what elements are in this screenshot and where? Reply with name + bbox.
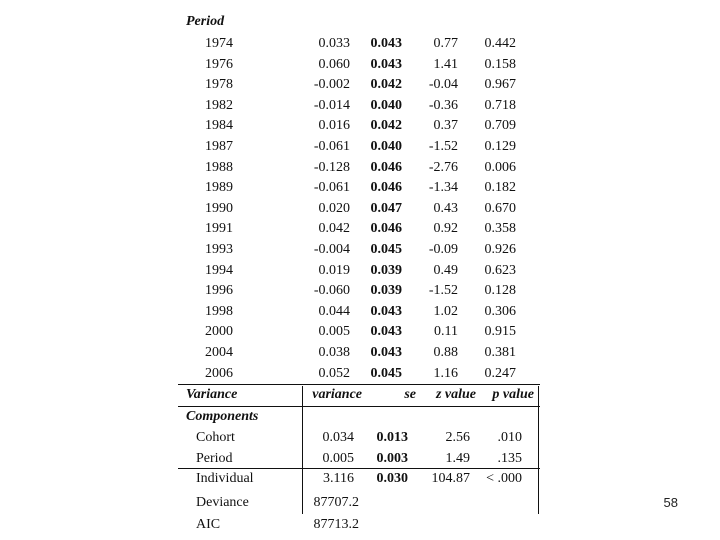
z-value-cell: 2.56 <box>445 430 470 446</box>
z-value-cell: 0.43 <box>433 200 458 216</box>
se-cell: 0.039 <box>370 283 402 299</box>
estimate-cell: 0.020 <box>318 200 350 216</box>
table-divider <box>178 384 540 385</box>
year-cell: 1984 <box>205 118 233 134</box>
estimate-cell: 0.060 <box>318 56 350 72</box>
table-row <box>178 343 540 364</box>
p-value-header: p value <box>492 387 534 403</box>
se-cell: 0.040 <box>370 97 402 113</box>
table-row <box>178 178 540 199</box>
table-row <box>178 240 540 261</box>
z-value-cell: -1.52 <box>428 283 458 299</box>
estimate-cell: -0.061 <box>313 138 350 154</box>
estimate-cell: 0.005 <box>318 324 350 340</box>
fit-statistic-label: Deviance <box>196 494 249 510</box>
fit-statistic-value: 87713.2 <box>313 516 359 532</box>
se-cell: 0.040 <box>370 138 402 154</box>
se-header: se <box>404 387 416 403</box>
se-cell: 0.046 <box>370 180 402 196</box>
p-value-cell: 0.381 <box>484 344 516 360</box>
se-cell: 0.013 <box>376 430 408 446</box>
z-value-cell: 0.92 <box>433 221 458 237</box>
z-value-cell: -1.34 <box>428 180 458 196</box>
p-value-cell: .135 <box>497 450 522 466</box>
se-cell: 0.043 <box>370 36 402 51</box>
table-inner-border <box>302 386 303 514</box>
se-cell: 0.039 <box>370 262 402 278</box>
year-cell: 1976 <box>205 56 233 72</box>
se-cell: 0.030 <box>376 471 408 487</box>
component-cell: Cohort <box>196 430 235 446</box>
variance-cell: 3.116 <box>323 471 354 487</box>
year-cell: 1982 <box>205 97 233 113</box>
table-row <box>178 322 540 343</box>
page-number: 58 <box>663 495 678 510</box>
period-section-header: Period <box>186 14 225 29</box>
se-cell: 0.046 <box>370 159 402 175</box>
se-cell: 0.045 <box>370 365 402 381</box>
estimate-cell: -0.061 <box>313 180 350 196</box>
z-value-cell: -2.76 <box>428 159 458 175</box>
estimate-cell: -0.002 <box>313 77 350 93</box>
z-value-cell: 0.88 <box>433 344 458 360</box>
table-row <box>178 75 540 96</box>
p-value-cell: 0.128 <box>484 283 516 299</box>
p-value-cell: 0.129 <box>484 138 516 154</box>
table-row <box>178 137 540 158</box>
table-row <box>178 219 540 240</box>
p-value-cell: 0.247 <box>484 365 516 381</box>
year-cell: 1993 <box>205 241 233 257</box>
p-value-cell: 0.358 <box>484 221 516 237</box>
z-value-cell: 0.77 <box>433 36 458 51</box>
p-value-cell: .010 <box>497 430 522 446</box>
table-row <box>178 116 540 137</box>
se-cell: 0.043 <box>370 56 402 72</box>
year-cell: 1991 <box>205 221 233 237</box>
fit-rows <box>178 490 540 536</box>
p-value-cell: 0.718 <box>484 97 516 113</box>
estimate-cell: 0.052 <box>318 365 350 381</box>
estimate-cell: -0.060 <box>313 283 350 299</box>
year-cell: 1974 <box>205 36 233 51</box>
se-cell: 0.042 <box>370 77 402 93</box>
z-value-cell: 1.16 <box>433 365 458 381</box>
variance-components-header: Variance Components <box>186 387 259 425</box>
table-row <box>178 96 540 117</box>
component-cell: Individual <box>196 471 254 487</box>
p-value-cell: 0.623 <box>484 262 516 278</box>
year-cell: 2004 <box>205 344 233 360</box>
table-row <box>178 302 540 323</box>
se-cell: 0.042 <box>370 118 402 134</box>
year-cell: 2006 <box>205 365 233 381</box>
p-value-cell: 0.442 <box>484 36 516 51</box>
estimate-cell: 0.019 <box>318 262 350 278</box>
table-row <box>178 364 540 385</box>
year-cell: 1996 <box>205 283 233 299</box>
p-value-cell: 0.306 <box>484 303 516 319</box>
estimate-cell: -0.014 <box>313 97 350 113</box>
table-row <box>178 261 540 282</box>
p-value-cell: 0.926 <box>484 241 516 257</box>
fit-divider <box>178 468 540 469</box>
estimate-cell: 0.044 <box>318 303 350 319</box>
table-row <box>178 55 540 76</box>
z-value-cell: 1.49 <box>445 450 470 466</box>
se-cell: 0.043 <box>370 344 402 360</box>
z-value-cell: -1.52 <box>428 138 458 154</box>
z-value-cell: 104.87 <box>431 471 470 487</box>
table-row <box>178 514 540 536</box>
z-value-cell: -0.04 <box>428 77 458 93</box>
p-value-cell: 0.158 <box>484 56 516 72</box>
variance-header: variance <box>312 387 362 403</box>
year-cell: 1990 <box>205 200 233 216</box>
table-row <box>178 449 540 470</box>
table-row <box>178 428 540 449</box>
results-table <box>178 10 540 536</box>
se-cell: 0.046 <box>370 221 402 237</box>
table-row <box>178 281 540 302</box>
component-cell: Period <box>196 450 233 466</box>
year-cell: 1998 <box>205 303 233 319</box>
z-value-header: z value <box>435 387 476 403</box>
p-value-cell: < .000 <box>486 471 522 487</box>
p-value-cell: 0.182 <box>484 180 516 196</box>
se-cell: 0.045 <box>370 241 402 257</box>
z-value-cell: 0.11 <box>434 324 458 340</box>
estimate-cell: 0.033 <box>318 36 350 51</box>
p-value-cell: 0.006 <box>484 159 516 175</box>
se-cell: 0.043 <box>370 324 402 340</box>
table-row <box>178 199 540 220</box>
period-rows <box>178 34 540 384</box>
z-value-cell: -0.09 <box>428 241 458 257</box>
table-row <box>178 469 540 490</box>
z-value-cell: 1.41 <box>433 56 458 72</box>
z-value-cell: -0.36 <box>428 97 458 113</box>
variance-components-header-row <box>178 384 540 425</box>
se-cell: 0.047 <box>370 200 402 216</box>
year-cell: 1989 <box>205 180 233 196</box>
table-right-border <box>538 386 539 514</box>
p-value-cell: 0.915 <box>484 324 516 340</box>
year-cell: 1994 <box>205 262 233 278</box>
p-value-cell: 0.670 <box>484 200 516 216</box>
estimate-cell: -0.004 <box>313 241 350 257</box>
year-cell: 2000 <box>205 324 233 340</box>
year-cell: 1988 <box>205 159 233 175</box>
se-cell: 0.043 <box>370 303 402 319</box>
fit-statistic-value: 87707.2 <box>313 494 359 510</box>
variance-cell: 0.005 <box>322 450 354 466</box>
estimate-cell: 0.016 <box>318 118 350 134</box>
variance-components-block <box>178 384 540 536</box>
estimate-cell: 0.042 <box>318 221 350 237</box>
se-cell: 0.003 <box>376 450 408 466</box>
p-value-cell: 0.709 <box>484 118 516 134</box>
table-row <box>178 492 540 514</box>
year-cell: 1987 <box>205 138 233 154</box>
z-value-cell: 0.49 <box>433 262 458 278</box>
fit-statistic-label: AIC <box>196 516 221 532</box>
z-value-cell: 1.02 <box>433 303 458 319</box>
z-value-cell: 0.37 <box>433 118 458 134</box>
variance-cell: 0.034 <box>322 430 354 446</box>
table-row <box>178 34 540 55</box>
year-cell: 1978 <box>205 77 233 93</box>
estimate-cell: -0.128 <box>313 159 350 175</box>
p-value-cell: 0.967 <box>484 77 516 93</box>
header-underline <box>178 406 540 407</box>
estimate-cell: 0.038 <box>318 344 350 360</box>
table-row <box>178 158 540 179</box>
